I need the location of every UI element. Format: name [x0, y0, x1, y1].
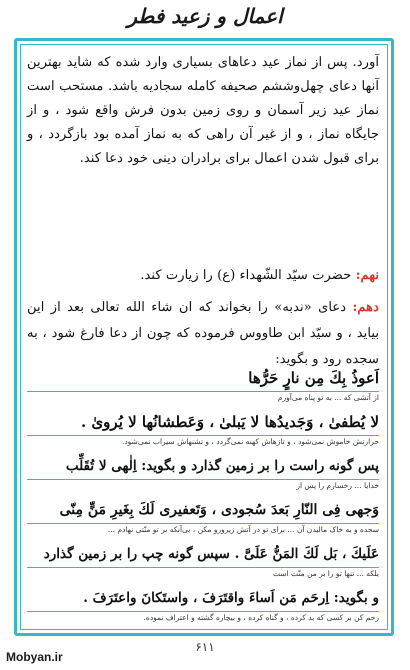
watermark: Mobyan.ir	[6, 650, 63, 664]
content-frame	[14, 38, 394, 636]
item-10-label: دهم:	[352, 300, 379, 315]
prayer-line-4: وَجهی فِی النّارِ بَعدَ سُجودی ، وَتَعفیری لَكَ بِغَیرِ مَنٍّ مِنّی	[27, 497, 379, 524]
page-number: ۶۱۱	[195, 640, 215, 654]
page-title: اعمال و زعید فطر	[127, 4, 283, 28]
paragraph-1: آورد. پس از نماز عید دعاهای بسیاری وارد شده که شاید بهترین آنها دعای چهل‌وششم صحیفه کامله سجادیه باشد. مستحب است نماز عید زیر آسمان و روی زمین بدون فرش واقع شود ، و از جایگاه نماز ، و از غیر آن راهی که به نماز آمده بود بازگردد ، و برای قبول شدن اعمال برای برادران دینی خود دعا کند.	[27, 55, 379, 166]
item-9-label: نهم:	[355, 268, 379, 283]
prayer-line-2: لا یُطفیٰ ، وَجَدیدُها لا یَبلیٰ ، وَعَطشانُها لا یُرویٰ .	[27, 409, 379, 436]
prayer-translation-3: خدایا ... رخسارم را پس از	[296, 481, 379, 490]
prayer-line-3: پس گونه راست را بر زمین گذارد و بگوید: اِلٰهی لا تُقَلِّب	[27, 453, 379, 480]
prayer-translation-6: رحم کن بر کسی که بد کرده ، و گناه کرده ، و بیچاره گشته و اعتراف نموده.	[143, 613, 379, 622]
prayer-translation-5: بلکه ... تنها تو را بر من منّت است	[272, 569, 379, 578]
item-10	[27, 295, 379, 373]
item-10-text: دعای «ندبه» را بخواند که ان شاء الله تعالی بعد از این بیاید ، و سیّد ابن طاووس فرموده که چون از دعا فارغ شود ، به سجده رود و بگوید:	[27, 300, 379, 367]
prayer-translation-2: حرارتش خاموش نمی‌شود ، و تازهاش کهنه نمی‌گردد ، و تشنهاش سیراب نمی‌شود.	[121, 437, 379, 446]
prayer-line-6: و بگوید: اِرحَم مَن اَساءَ واقتَرَفَ ، واستَكانَ واعتَرَفَ .	[27, 585, 379, 612]
prayer-translation-4: سجده و به خاک مالیدن آن ... برای تو در آتش زیرورو مکن ، بی‌آنکه بر تو منّتی نهادم ...	[107, 525, 379, 534]
item-9-text: حضرت سیّد الشّهداء (ع) را زیارت کند.	[140, 268, 352, 283]
prayer-line-1: اَعوذُ بِكَ مِن نارٍ حَرُّها	[27, 365, 379, 392]
prayer-line-5: عَلَیكَ ، بَل لَكَ المَنُّ عَلَیَّ . سپس گونه چپ را بر زمین گذارد	[27, 541, 379, 568]
item-9	[27, 263, 379, 289]
prayer-translation-1: از آتشی که ... به تو پناه می‌آورم	[277, 393, 379, 402]
